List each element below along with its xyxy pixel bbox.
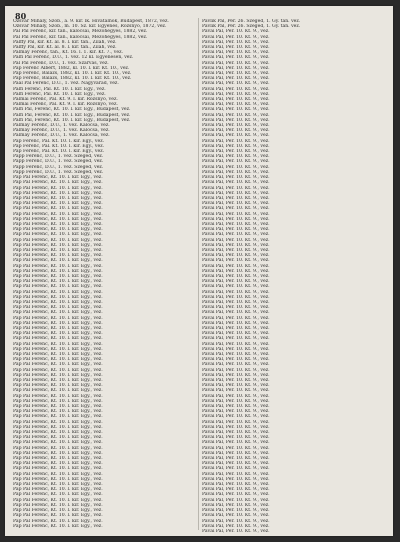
directory-entry: Pap Pál Ferenc, Kt. 10. l. kir. Egy., vez. bbox=[13, 211, 103, 217]
directory-entry: Pap Pál Ferenc, Kt. 10. l. kir. Egy., vez. bbox=[13, 414, 103, 420]
directory-entry: Pálffy Pál, kir. Kt. ál. 8. l. kir. tan., Zilah, vez. bbox=[13, 39, 117, 45]
directory-entry: Pap Pál Ferenc, Kt. 10. l. kir. Egy., vez. bbox=[13, 388, 103, 394]
directory-entry: Pávai Pál, Pér. 10. Kt. 9., vez. bbox=[202, 352, 270, 357]
directory-entry: Pap Pál Ferenc, Kt. 10. l. kir. Egy., vez. bbox=[13, 378, 103, 384]
directory-entry: Pávai Pál, Pér. 10. Kt. 9., vez. bbox=[202, 513, 270, 519]
directory-entry: Pap Pál Ferenc, Kt. 10. l. kir. Egy., vez. bbox=[13, 320, 103, 326]
directory-entry: Pap Pál Ferenc, Kt. 10. l. kir. Egy., vez. bbox=[13, 419, 103, 425]
directory-entry: Pap Pál Ferenc, Kt. 10. l. kir. Egy., vez. bbox=[13, 294, 103, 300]
directory-entry: Pap Pál Ferenc, Kt. 10. l. kir. Egy., vez. bbox=[13, 372, 103, 378]
directory-entry: Pap Ferenc, Pál. Kt. 10. l. kir. Egy., vez. bbox=[13, 149, 105, 155]
directory-entry: Pap Pál Ferenc, Kt. 10. l. kir. Egy., vez. bbox=[13, 476, 103, 482]
directory-entry: Pávai Pál, Pér. 10. Kt. 9., vez. bbox=[202, 29, 270, 35]
directory-entry: Pávai Pál, Pér. 10. Kt. 9., vez. bbox=[202, 450, 270, 456]
directory-entry: Pávai Pál, Pér. 10. Kt. 9., vez. bbox=[202, 86, 270, 92]
directory-entry: Pávai Pál, Pér. 10. Kt. 9., vez. bbox=[202, 482, 270, 488]
directory-entry: Pálmay Ferenc, D.U., 1. vez. Kalocsa, vez. bbox=[13, 128, 110, 134]
directory-entry: Pap Pál Ferenc, Kt. 10. l. kir. Egy., vez. bbox=[13, 336, 103, 342]
directory-entry: Pap Pál Ferenc, Kt. 10. l. kir. Egy., vez. bbox=[13, 367, 103, 373]
directory-entry: Pap Pál Ferenc, Kt. 10. l. kir. Egy., vez. bbox=[13, 263, 103, 269]
directory-entry: Pap Pál Ferenc, Kt. 10. l. kir. Egy., vez. bbox=[13, 352, 103, 357]
directory-entry: Pávai Pál, Pér. 10. Kt. 9., vez. bbox=[202, 320, 270, 326]
directory-entry: Pap Ferenc Albert, 1882, kl. 10. l. kir. Kt. 10., vez. bbox=[13, 65, 130, 71]
directory-entry: Pap Pál Ferenc, Kt. 10. l. kir. Egy., vez. bbox=[13, 471, 103, 477]
directory-entry: Pávai Pál, Pér. 10. Kt. 9., vez. bbox=[202, 242, 270, 248]
directory-entry: Pávai Pál, Pér. 10. Kt. 9., vez. bbox=[202, 221, 270, 227]
directory-entry: Pávai Pál, Pér. 10. Kt. 9., vez. bbox=[202, 435, 270, 441]
directory-entry: Pávai Pál, Pér. 10. Kt. 9., vez. bbox=[202, 367, 270, 373]
directory-entry: Pap Pál Ferenc, Kt. 10. l. kir. Egy., vez. bbox=[13, 362, 103, 368]
directory-entry: Pávai Pál, Pér. 10. Kt. 9., vez. bbox=[202, 97, 270, 103]
directory-entry: Pávai Pál, Pér. 10. Kt. 9., vez. bbox=[202, 263, 270, 269]
directory-entry: Pap Pál Ferenc, Kt. 10. l. kir. Egy., vez. bbox=[13, 331, 103, 337]
directory-entry: Pál Pál Ferenc, D.U., 1. vez. Szarvas, vez. bbox=[13, 60, 109, 66]
directory-entry: Pap Pál Ferenc, Kt. 10. l. kir. Egy., vez. bbox=[13, 383, 103, 389]
directory-entry: Pap Pál Ferenc, Kt. 10. l. kir. Egy., vez. bbox=[13, 305, 103, 311]
directory-entry: Pávai Pál, Pér. 10. Kt. 9., vez. bbox=[202, 206, 270, 212]
directory-entry: Pávai Pál, Pér. 10. Kt. 9., vez. bbox=[202, 39, 270, 45]
directory-entry: Pap Pál Ferenc, Kt. 10. l. kir. Egy., vez. bbox=[13, 279, 103, 285]
directory-entry: Pap Ferenc, Balázs, 1882, kl. 10. l. kir. Kt. 10., vez. bbox=[13, 76, 132, 82]
directory-entry: Pávai Pál, Pér. 10. Kt. 9., vez. bbox=[202, 138, 270, 144]
directory-entry: Pávai Pál, Pér. 10. Kt. 9., vez. bbox=[202, 456, 270, 462]
directory-entry: Pálmai Ferenc, Pál. Kt. 9. l. kir. Rozsnyó, vez. bbox=[13, 97, 118, 103]
directory-entry: Pap Pál Ferenc, Kt. 10. l. kir. Egy., vez. bbox=[13, 325, 103, 331]
directory-entry: Pap Pál Ferenc, Kt. 10. l. kir. Egy., vez. bbox=[13, 258, 103, 264]
directory-entry: Pávai Pál, Pér. 10. Kt. 9., vez. bbox=[202, 247, 270, 253]
directory-entry: Pálfi Pál, Ferenc, Kt. 10. l. kir. Egy., Budapest, vez. bbox=[13, 107, 131, 113]
directory-entry: Pap Pál Ferenc, Kt. 10. l. kir. Egy., vez. bbox=[13, 299, 103, 305]
directory-entry: Pap Pál Ferenc, Kt. 10. l. kir. Egy., vez. bbox=[13, 206, 103, 212]
left-column bbox=[13, 19, 199, 529]
directory-entry: Ozsvár Mihály, Szob., a. 9. kir. lk. Hivatalnok, Budapest, 1872, vez. bbox=[13, 19, 169, 24]
directory-entry: Pap Ferenc, Pál. Kt. 10. l. kir. Egy., vez. bbox=[13, 143, 105, 149]
directory-entry: Pap Pál Ferenc, Kt. 10. l. kir. Egy., vez. bbox=[13, 445, 103, 451]
directory-entry: Pávai Pál, Pér. 10. Kt. 9., vez. bbox=[202, 299, 270, 305]
directory-entry: Pap Pál Ferenc, Kt. 10. l. kir. Egy., vez. bbox=[13, 513, 103, 519]
directory-entry: Pap Pál Ferenc, Kt. 10. l. kir. Egy., vez. bbox=[13, 518, 103, 524]
directory-entry: Pap Pál Ferenc, Kt. 10. l. kir. Egy., vez. bbox=[13, 357, 103, 363]
directory-entry: Pap Pál Ferenc, Kt. 10. l. kir. Egy., vez. bbox=[13, 273, 103, 279]
directory-entry: Pávai Pál, Pér. 10. Kt. 9., vez. bbox=[202, 50, 270, 56]
directory-entry: Pap Pál Ferenc, Kt. 10. l. kir. Egy., vez. bbox=[13, 435, 103, 441]
column-divider bbox=[198, 18, 199, 530]
directory-entry: Pávai Pál, Pér. 10. Kt. 9., vez. bbox=[202, 419, 270, 425]
directory-entry: Pávai Pál, Pér. 10. Kt. 9., vez. bbox=[202, 424, 270, 430]
directory-entry: Pap Pál Ferenc, Kt. 10. l. kir. Egy., vez. bbox=[13, 247, 103, 253]
directory-entry: Pávai Pál, Pér. 10. Kt. 9., vez. bbox=[202, 149, 270, 155]
directory-entry: Pap Pál Ferenc, Kt. 10. l. kir. Egy., vez. bbox=[13, 201, 103, 207]
directory-entry: Papp Ferenc, D.U., 1. vez. Szeged, vez. bbox=[13, 159, 104, 165]
directory-entry: Pávai Pál, Pér. 10. Kt. 9., vez. bbox=[202, 123, 270, 129]
directory-entry: Pávai Pál, Pér. 10. Kt. 9., vez. bbox=[202, 378, 270, 384]
directory-entry: Pávai Pál, Pér. 10. Kt. 9., vez. bbox=[202, 232, 270, 238]
directory-entry: Pávai Pál, Pér. 10. Kt. 9., vez. bbox=[202, 76, 270, 82]
directory-entry: Pávai Pál, Pér. 10. Kt. 9., vez. bbox=[202, 440, 270, 446]
directory-entry: Pávai Pál, Pér. 10. Kt. 9., vez. bbox=[202, 289, 270, 295]
directory-entry: Pap Pál Ferenc, Kt. 10. l. kir. Egy., vez. bbox=[13, 216, 103, 222]
directory-entry: Pávai Pál, Pér. 10. Kt. 9., vez. bbox=[202, 216, 270, 222]
directory-entry: Pálmay Ferenc, D.U., 1. vez. Kalocsa, vez. bbox=[13, 133, 110, 139]
directory-entry: Pap Pál Ferenc, Kt. 10. l. kir. Egy., vez. bbox=[13, 508, 103, 514]
directory-entry: Pap Pál Ferenc, Kt. 10. l. kir. Egy., vez. bbox=[13, 242, 103, 248]
directory-entry: Pap Pál Ferenc, Kt. 10. l. kir. Egy., vez. bbox=[13, 180, 103, 186]
directory-entry: Pávai Pál, Pér. 10. Kt. 9., vez. bbox=[202, 346, 270, 352]
directory-entry: Pap Pál Ferenc, Kt. 10. l. kir. Egy., vez. bbox=[13, 502, 103, 508]
directory-entry: Pávai Pál, Pér. 10. Kt. 9., vez. bbox=[202, 445, 270, 451]
directory-entry: Pávai Pál, Pér. 10. Kt. 9., vez. bbox=[202, 237, 270, 243]
directory-entry: Pap Pál Ferenc, Kt. 10. l. kir. Egy., vez. bbox=[13, 232, 103, 238]
directory-entry: Pávai Pál, Pér. 10. Kt. 9., vez. bbox=[202, 34, 270, 40]
directory-entry: Pávai Pál, Pér. 10. Kt. 9., vez. bbox=[202, 414, 270, 420]
directory-entry: Pap Pál Ferenc, Kt. 10. l. kir. Egy., vez. bbox=[13, 268, 103, 274]
directory-entry: Papp Ferenc, D.U., 1. vez. Szeged, vez. bbox=[13, 169, 104, 175]
directory-entry: Pávai Pál, Pér. 10. Kt. 9., vez. bbox=[202, 393, 270, 399]
directory-entry: Pap Pál Ferenc, Kt. 10. l. kir. Egy., vez. bbox=[13, 456, 103, 462]
directory-entry: Pávai Pál, Pér. 10. Kt. 9., vez. bbox=[202, 487, 270, 493]
directory-entry: Pavlik Pál, Pér. 26. Szeged, 1. Gy. tan. vez. bbox=[202, 24, 301, 30]
directory-entry: Pávai Pál, Pér. 10. Kt. 9., vez. bbox=[202, 461, 270, 467]
directory-entry: Pávai Pál, Pér. 10. Kt. 9., vez. bbox=[202, 133, 270, 139]
directory-entry: Pap Pál Ferenc, Kt. 10. l. kir. Egy., vez. bbox=[13, 523, 103, 529]
directory-entry: Pap Pál Ferenc, Kt. 10. l. kir. Egy., vez. bbox=[13, 237, 103, 243]
directory-entry: Pávai Pál, Pér. 10. Kt. 9., vez. bbox=[202, 383, 270, 389]
directory-entry: Pál Pál Ferenc, kir. tan., kalocsai, Mezőhegyes, 1882, vez. bbox=[13, 34, 148, 40]
directory-entry: Pávai Pál, Pér. 10. Kt. 9., vez. bbox=[202, 55, 270, 61]
directory-entry: Pávai Pál, Pér. 10. Kt. 9., vez. bbox=[202, 71, 270, 77]
directory-entry: Pávai Pál, Pér. 10. Kt. 9., vez. bbox=[202, 117, 270, 123]
directory-entry: Pap Pál Ferenc, Kt. 10. l. kir. Egy., vez. bbox=[13, 430, 103, 436]
directory-entry: Pávai Pál, Pér. 10. Kt. 9., vez. bbox=[202, 398, 270, 404]
directory-entry: Pávai Pál, Pér. 10. Kt. 9., vez. bbox=[202, 523, 270, 529]
directory-entry: Papp Ferenc, D.U., 1. vez. Szeged, vez. bbox=[13, 164, 104, 170]
directory-entry: Pap Pál Ferenc, Kt. 10. l. kir. Egy., vez. bbox=[13, 227, 103, 233]
directory-entry: Pávai Pál, Pér. 10. Kt. 9., vez. bbox=[202, 65, 270, 71]
directory-entry: Pálffy Pál, kir. Kt. ál. 8. l. kir. tan., Zilah, vez. bbox=[13, 45, 117, 51]
directory-entry: Pap Pál Ferenc, Kt. 10. l. kir. Egy., vez. bbox=[13, 450, 103, 456]
right-column bbox=[202, 19, 388, 534]
directory-entry: Pávai Pál, Pér. 10. Kt. 9., vez. bbox=[202, 388, 270, 394]
directory-entry: Pap Pál Ferenc, Kt. 10. l. kir. Egy., vez. bbox=[13, 190, 103, 196]
directory-entry: Pávai Pál, Pér. 10. Kt. 9., vez. bbox=[202, 310, 270, 316]
directory-entry: Pávai Pál, Pér. 10. Kt. 9., vez. bbox=[202, 112, 270, 118]
directory-entry: Pálfi Ferenc, Pál. Kt. 10. l. kir. Egy., vez. bbox=[13, 91, 106, 97]
directory-entry: Pávai Pál, Pér. 10. Kt. 9., vez. bbox=[202, 430, 270, 436]
directory-entry: Pávai Pál, Pér. 10. Kt. 9., vez. bbox=[202, 180, 270, 186]
directory-entry: Pávai Pál, Pér. 10. Kt. 9., vez. bbox=[202, 258, 270, 264]
directory-entry: Pávai Pál, Pér. 10. Kt. 9., vez. bbox=[202, 294, 270, 300]
directory-entry: Pap Pál Ferenc, Kt. 10. l. kir. Egy., vez. bbox=[13, 398, 103, 404]
directory-entry: Pap Pál Ferenc, Kt. 10. l. kir. Egy., vez. bbox=[13, 482, 103, 488]
directory-entry: Pávai Pál, Pér. 10. Kt. 9., vez. bbox=[202, 508, 270, 514]
directory-entry: Pávai Pál, Pér. 10. Kt. 9., vez. bbox=[202, 471, 270, 477]
directory-entry: Pálfi Pál, Ferenc, Kt. 10. l. kir. Egy., Budapest, vez. bbox=[13, 112, 131, 118]
directory-entry: Pávai Pál, Pér. 10. Kt. 9., vez. bbox=[202, 357, 270, 363]
directory-entry: Paál Pál Ferenc, D.U., 1. vez. Nagyvárad, vez. bbox=[13, 81, 119, 87]
directory-entry: Pap Pál Ferenc, Kt. 10. l. kir. Egy., vez. bbox=[13, 315, 103, 321]
directory-entry: Pávai Pál, Pér. 10. Kt. 9., vez. bbox=[202, 268, 270, 274]
directory-entry: Papp Ferenc, D.U., 1. vez. Szeged, vez. bbox=[13, 154, 104, 160]
directory-entry: Pávai Pál, Pér. 10. Kt. 9., vez. bbox=[202, 164, 270, 170]
directory-entry: Pap Pál Ferenc, Kt. 10. l. kir. Egy., vez. bbox=[13, 289, 103, 295]
directory-entry: Pávai Pál, Pér. 10. Kt. 9., vez. bbox=[202, 211, 270, 217]
directory-entry: Pávai Pál, Pér. 10. Kt. 9., vez. bbox=[202, 107, 270, 113]
directory-entry: Pávai Pál, Pér. 10. Kt. 9., vez. bbox=[202, 404, 270, 410]
directory-entry: Pávai Pál, Pér. 10. Kt. 9., vez. bbox=[202, 409, 270, 415]
directory-entry: Pávai Pál, Pér. 10. Kt. 9., vez. bbox=[202, 195, 270, 201]
directory-entry: Pávai Pál, Pér. 10. Kt. 9., vez. bbox=[202, 201, 270, 207]
directory-entry: Pap Pál Ferenc, Kt. 10. l. kir. Egy., vez. bbox=[13, 409, 103, 415]
directory-entry: Pávai Pál, Pér. 10. Kt. 9., vez. bbox=[202, 331, 270, 337]
directory-entry: Pávai Pál, Pér. 10. Kt. 9., vez. bbox=[202, 253, 270, 259]
directory-entry: Pávai Pál, Pér. 10. Kt. 9., vez. bbox=[202, 169, 270, 175]
directory-entry: Pap Pál Ferenc, Kt. 10. l. kir. Egy., vez. bbox=[13, 175, 103, 181]
directory-entry: Pávai Pál, Pér. 10. Kt. 9., vez. bbox=[202, 143, 270, 149]
directory-entry: Pap Pál Ferenc, Kt. 10. l. kir. Egy., vez. bbox=[13, 346, 103, 352]
directory-entry: Pávai Pál, Pér. 10. Kt. 9., vez. bbox=[202, 492, 270, 498]
directory-entry: Pávai Pál, Pér. 10. Kt. 9., vez. bbox=[202, 102, 270, 108]
directory-entry: Pap Pál Ferenc, Kt. 10. l. kir. Egy., vez. bbox=[13, 341, 103, 347]
directory-entry: Pálmay Ferenc, tan., Kt. 16. l. 1. kir. Kt. 7., vez. bbox=[13, 50, 123, 56]
directory-entry: Pávai Pál, Pér. 10. Kt. 9., vez. bbox=[202, 159, 270, 165]
directory-entry: Pávai Pál, Pér. 10. Kt. 9., vez. bbox=[202, 528, 270, 534]
directory-entry: Pap Pál Ferenc, Kt. 10. l. kir. Egy., vez. bbox=[13, 497, 103, 503]
page-number: 80 bbox=[15, 11, 27, 21]
directory-entry: Pap Pál Ferenc, Kt. 10. l. kir. Egy., vez. bbox=[13, 393, 103, 399]
directory-entry: Pap Pál Ferenc, Kt. 10. l. kir. Egy., vez. bbox=[13, 404, 103, 410]
directory-entry: Pálfi Pál, Ferenc, Kt. 10. l. kir. Egy., Budapest, vez. bbox=[13, 117, 131, 123]
directory-entry: Pap Pál Ferenc, Kt. 10. l. kir. Egy., vez. bbox=[13, 185, 103, 191]
directory-entry: Pap Ferenc, Balázs, 1882, kl. 10. l. kir. Kt. 10., vez. bbox=[13, 71, 132, 77]
directory-entry: Pávai Pál, Pér. 10. Kt. 9., vez. bbox=[202, 45, 270, 51]
directory-entry: Pávai Pál, Pér. 10. Kt. 9., vez. bbox=[202, 227, 270, 233]
directory-entry: Pap Pál Ferenc, Kt. 10. l. kir. Egy., vez. bbox=[13, 487, 103, 493]
directory-entry: Pávai Pál, Pér. 10. Kt. 9., vez. bbox=[202, 185, 270, 191]
directory-entry: Pávai Pál, Pér. 10. Kt. 9., vez. bbox=[202, 336, 270, 342]
directory-entry: Pávai Pál, Pér. 10. Kt. 9., vez. bbox=[202, 502, 270, 508]
directory-entry: Pap Pál Ferenc, Kt. 10. l. kir. Egy., vez. bbox=[13, 424, 103, 430]
directory-entry: Pávai Pál, Pér. 10. Kt. 9., vez. bbox=[202, 154, 270, 160]
directory-entry: Pálfi Pál Ferenc, D.U., 1. vez. 12 kl. Egyenesen, vez. bbox=[13, 55, 134, 61]
directory-entry: Pávai Pál, Pér. 10. Kt. 9., vez. bbox=[202, 518, 270, 524]
directory-entry: Pap Pál Ferenc, Kt. 10. l. kir. Egy., vez. bbox=[13, 310, 103, 316]
directory-entry: Pavlik Pál, Pér. 26. Szeged, 1. Gy. tan. vez. bbox=[202, 19, 301, 24]
directory-entry: Pál Pál Ferenc, kir. tan., kalocsai, Mezőhegyes, 1882, vez. bbox=[13, 29, 148, 35]
directory-entry: Pávai Pál, Pér. 10. Kt. 9., vez. bbox=[202, 81, 270, 87]
directory-entry: Pávai Pál, Pér. 10. Kt. 9., vez. bbox=[202, 279, 270, 285]
directory-entry: Pálfi Ferenc, Pál. Kt. 10. l. kir. Egy., vez. bbox=[13, 86, 106, 92]
directory-entry: Pávai Pál, Pér. 10. Kt. 9., vez. bbox=[202, 476, 270, 482]
directory-entry: Pávai Pál, Pér. 10. Kt. 9., vez. bbox=[202, 315, 270, 321]
directory-entry: Pálmai Ferenc, Pál. Kt. 9. l. kir. Rozsnyó, vez. bbox=[13, 102, 118, 108]
directory-entry: Pap Pál Ferenc, Kt. 10. l. kir. Egy., vez. bbox=[13, 253, 103, 259]
directory-entry: Pap Pál Ferenc, Kt. 10. l. kir. Egy., vez. bbox=[13, 221, 103, 227]
document-page bbox=[5, 6, 393, 536]
directory-entry: Pávai Pál, Pér. 10. Kt. 9., vez. bbox=[202, 466, 270, 472]
directory-entry: Pávai Pál, Pér. 10. Kt. 9., vez. bbox=[202, 128, 270, 134]
directory-entry: Pap Pál Ferenc, Kt. 10. l. kir. Egy., vez. bbox=[13, 461, 103, 467]
directory-entry: Pávai Pál, Pér. 10. Kt. 9., vez. bbox=[202, 91, 270, 97]
directory-entry: Pávai Pál, Pér. 10. Kt. 9., vez. bbox=[202, 60, 270, 66]
directory-entry: Pávai Pál, Pér. 10. Kt. 9., vez. bbox=[202, 305, 270, 311]
directory-entry: Pálmay Ferenc, D.U., 1. vez. Kalocsa, vez. bbox=[13, 123, 110, 129]
directory-entry: Pap Pál Ferenc, Kt. 10. l. kir. Egy., vez. bbox=[13, 195, 103, 201]
directory-entry: Pap Pál Ferenc, Kt. 10. l. kir. Egy., vez. bbox=[13, 492, 103, 498]
directory-entry: Pap Ferenc, Pál. Kt. 10. l. kir. Egy., vez. bbox=[13, 138, 105, 144]
directory-entry: Pávai Pál, Pér. 10. Kt. 9., vez. bbox=[202, 284, 270, 290]
directory-entry: Pap Pál Ferenc, Kt. 10. l. kir. Egy., vez. bbox=[13, 284, 103, 290]
directory-entry: Pávai Pál, Pér. 10. Kt. 9., vez. bbox=[202, 362, 270, 368]
directory-entry: Ozsvár Mihály, Szob., m. 10. Sz. kir. Egyenes, Rozsnyó, 1872, vez. bbox=[13, 24, 167, 30]
directory-entry: Pávai Pál, Pér. 10. Kt. 9., vez. bbox=[202, 273, 270, 279]
directory-entry: Pávai Pál, Pér. 10. Kt. 9., vez. bbox=[202, 341, 270, 347]
directory-entry: Pap Pál Ferenc, Kt. 10. l. kir. Egy., vez. bbox=[13, 466, 103, 472]
directory-entry: Pávai Pál, Pér. 10. Kt. 9., vez. bbox=[202, 190, 270, 196]
directory-entry: Pávai Pál, Pér. 10. Kt. 9., vez. bbox=[202, 372, 270, 378]
directory-entry: Pávai Pál, Pér. 10. Kt. 9., vez. bbox=[202, 497, 270, 503]
directory-entry: Pávai Pál, Pér. 10. Kt. 9., vez. bbox=[202, 175, 270, 181]
directory-entry: Pap Pál Ferenc, Kt. 10. l. kir. Egy., vez. bbox=[13, 440, 103, 446]
directory-entry: Pávai Pál, Pér. 10. Kt. 9., vez. bbox=[202, 325, 270, 331]
